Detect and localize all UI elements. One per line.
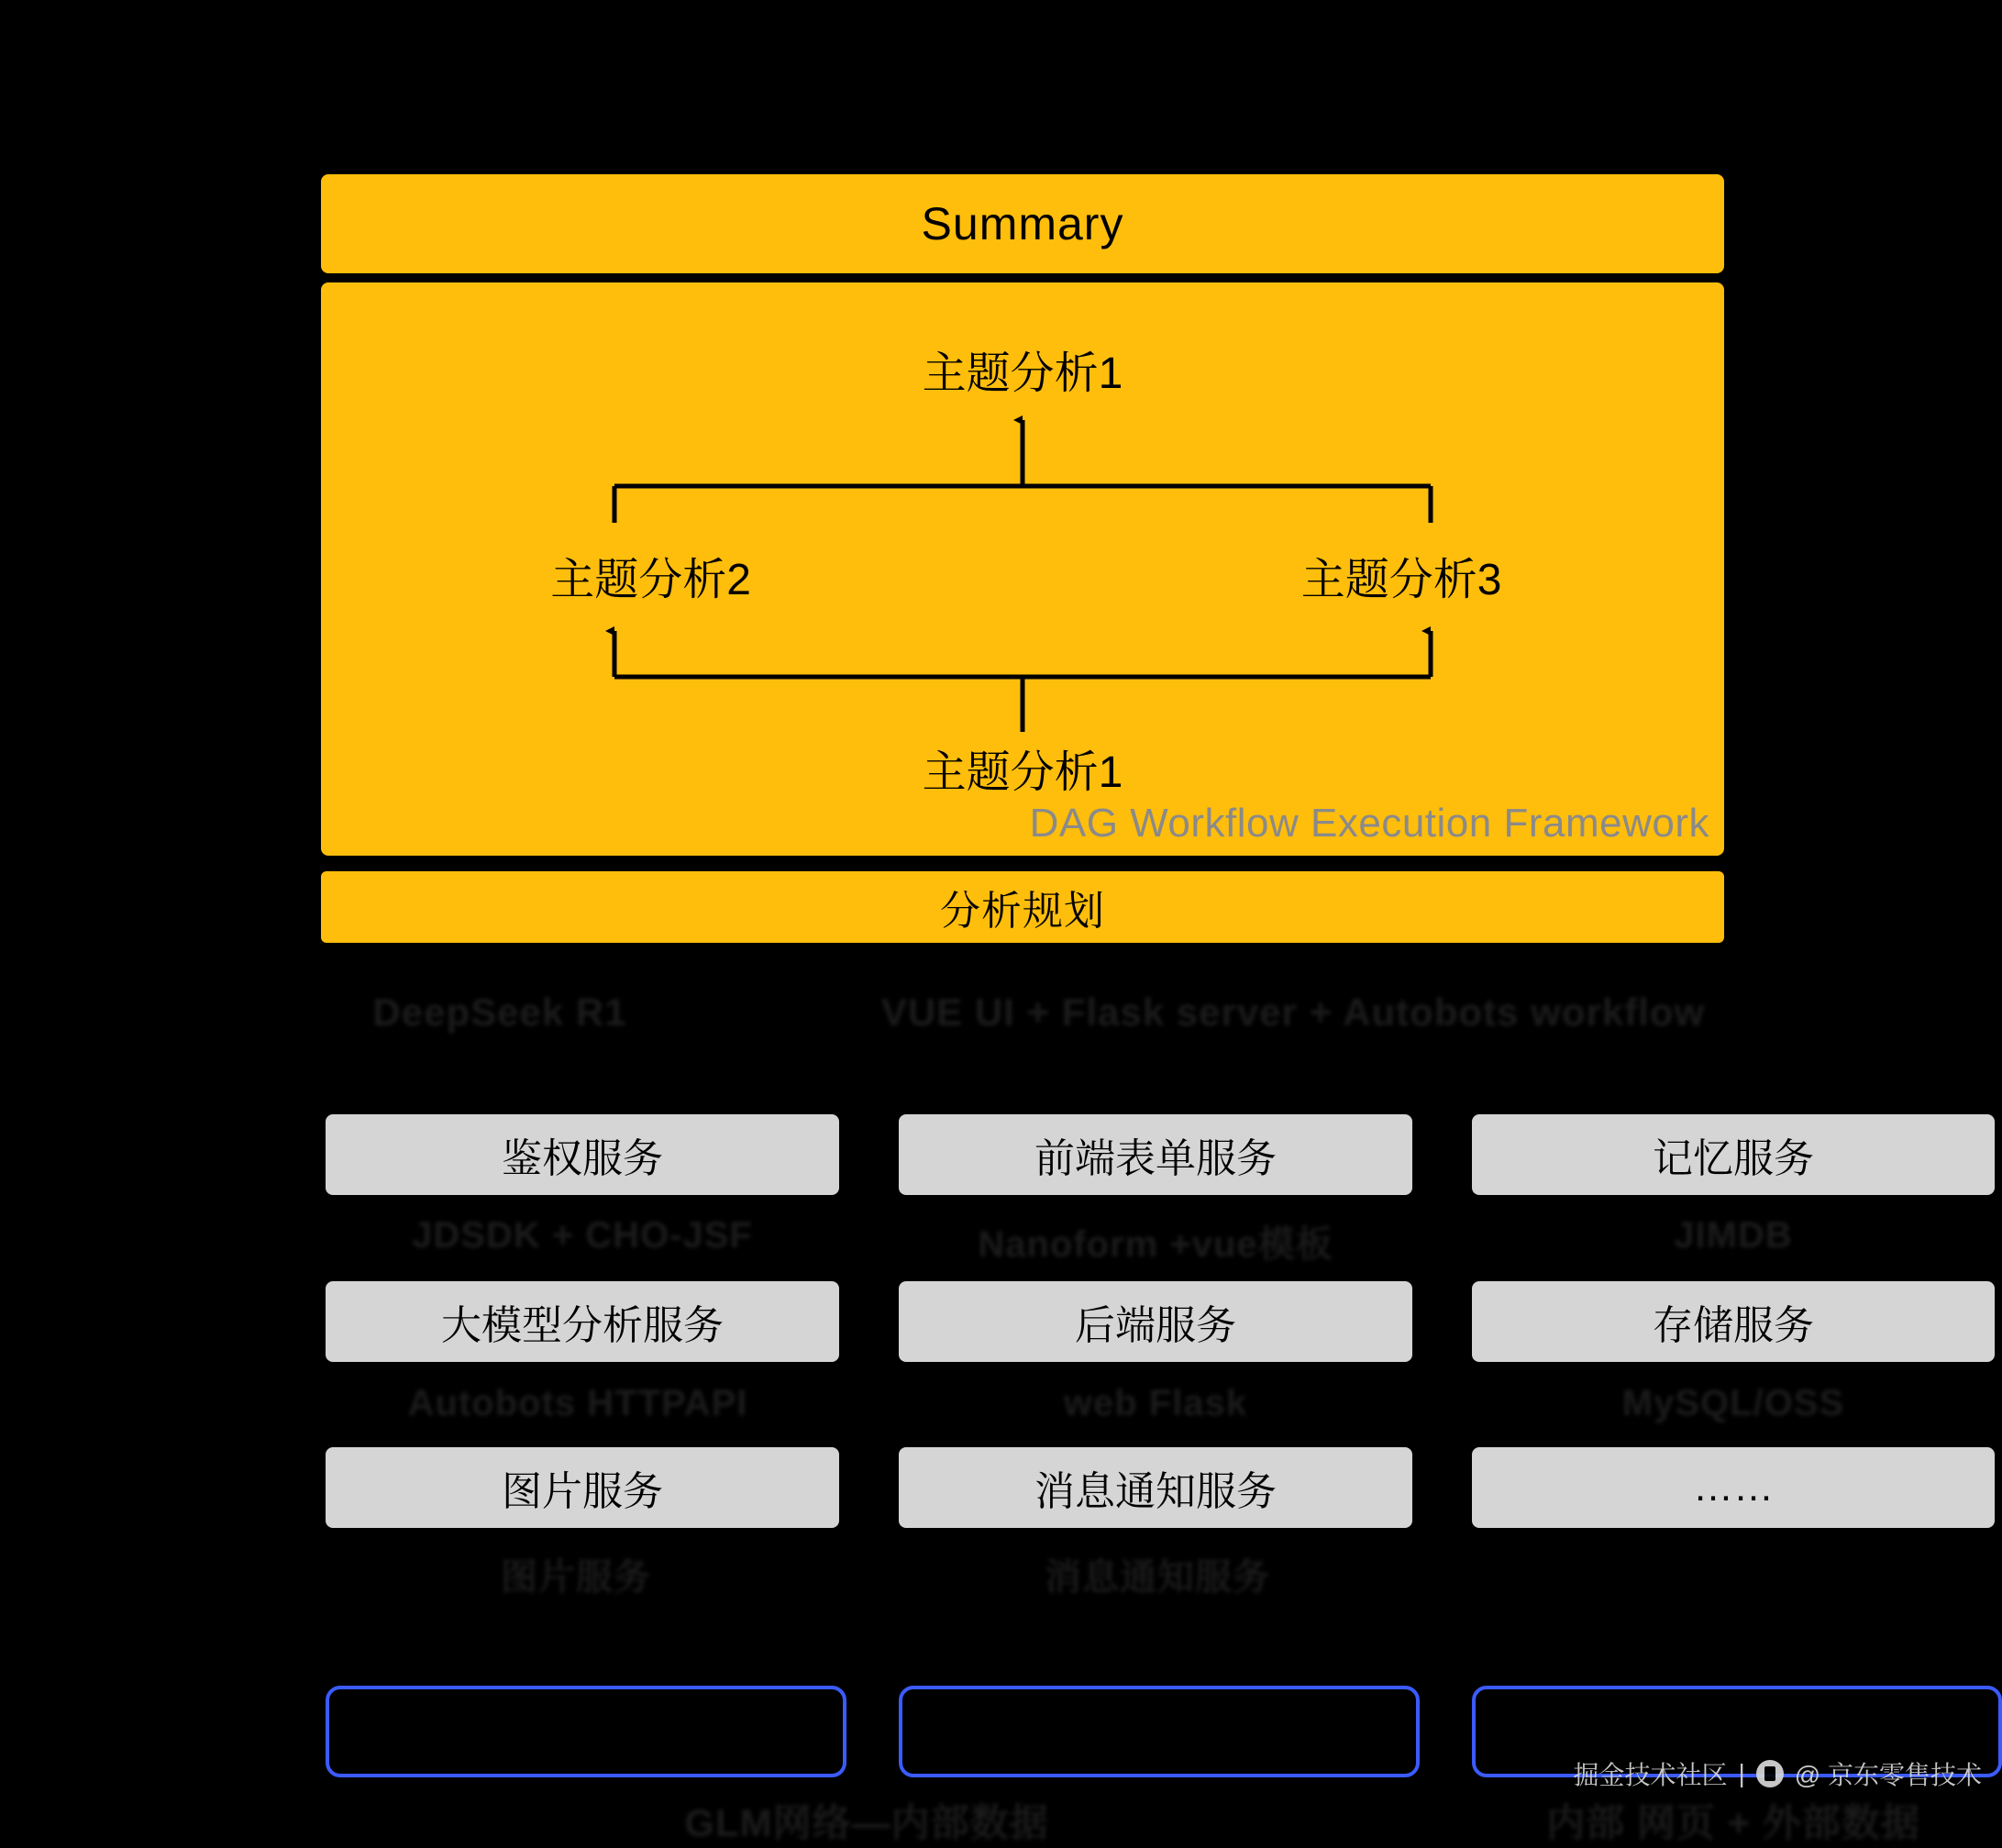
service-note-llm-analysis: Autobots HTTPAPI bbox=[407, 1383, 748, 1423]
watermark bbox=[1573, 1755, 1982, 1792]
watermark-separator: | bbox=[1738, 1759, 1745, 1787]
service-box-frontend-form: 前端表单服务 bbox=[899, 1114, 1412, 1195]
dag-node-right: 主题分析3 bbox=[1300, 556, 1502, 604]
service-box-storage: 存储服务 bbox=[1472, 1281, 1995, 1362]
service-note-frontend-form: Nanoform +vue模板 bbox=[978, 1224, 1333, 1265]
service-note-storage: MySQL/OSS bbox=[1621, 1383, 1845, 1423]
service-note-backend: web Flask bbox=[1063, 1383, 1248, 1423]
service-box-auth: 鉴权服务 bbox=[326, 1114, 839, 1195]
service-box-more: …… bbox=[1472, 1447, 1995, 1528]
service-box-notification: 消息通知服务 bbox=[899, 1447, 1412, 1528]
watermark-left-text: 掘金技术社区 bbox=[1573, 1761, 1728, 1789]
service-box-image: 图片服务 bbox=[326, 1447, 839, 1528]
dag-node-bottom: 主题分析1 bbox=[922, 748, 1123, 797]
data-source-box-1 bbox=[326, 1686, 846, 1777]
service-note-image: 图片服务 bbox=[501, 1557, 651, 1598]
dag-node-left: 主题分析2 bbox=[550, 556, 751, 604]
tier-label-stack: VUE UI + Flask server + Autobots workflow bbox=[880, 990, 1706, 1034]
service-box-llm-analysis: 大模型分析服务 bbox=[326, 1281, 839, 1362]
data-source-note-3: 内部 网页 + 外部数据 bbox=[1546, 1801, 1920, 1844]
plan-bar: 分析规划 bbox=[321, 871, 1724, 943]
dag-panel bbox=[321, 282, 1724, 856]
dag-framework-caption: DAG Workflow Execution Framework bbox=[1029, 801, 1709, 846]
dag-node-top: 主题分析1 bbox=[922, 349, 1123, 398]
watermark-right-text: @ 京东零售技术 bbox=[1794, 1761, 1982, 1789]
service-box-memory: 记忆服务 bbox=[1472, 1114, 1995, 1195]
data-source-box-2 bbox=[899, 1686, 1420, 1777]
tier-label-model: DeepSeek R1 bbox=[372, 990, 627, 1034]
service-note-notification: 消息通知服务 bbox=[1045, 1557, 1270, 1598]
data-source-note-1: GLM网络—内部数据 bbox=[684, 1801, 1049, 1844]
service-box-backend: 后端服务 bbox=[899, 1281, 1412, 1362]
watermark-logo-icon bbox=[1756, 1760, 1784, 1787]
service-note-memory: JIMDB bbox=[1674, 1215, 1793, 1256]
service-note-auth: JDSDK + CHO-JSF bbox=[412, 1215, 753, 1256]
summary-bar: Summary bbox=[321, 174, 1724, 273]
